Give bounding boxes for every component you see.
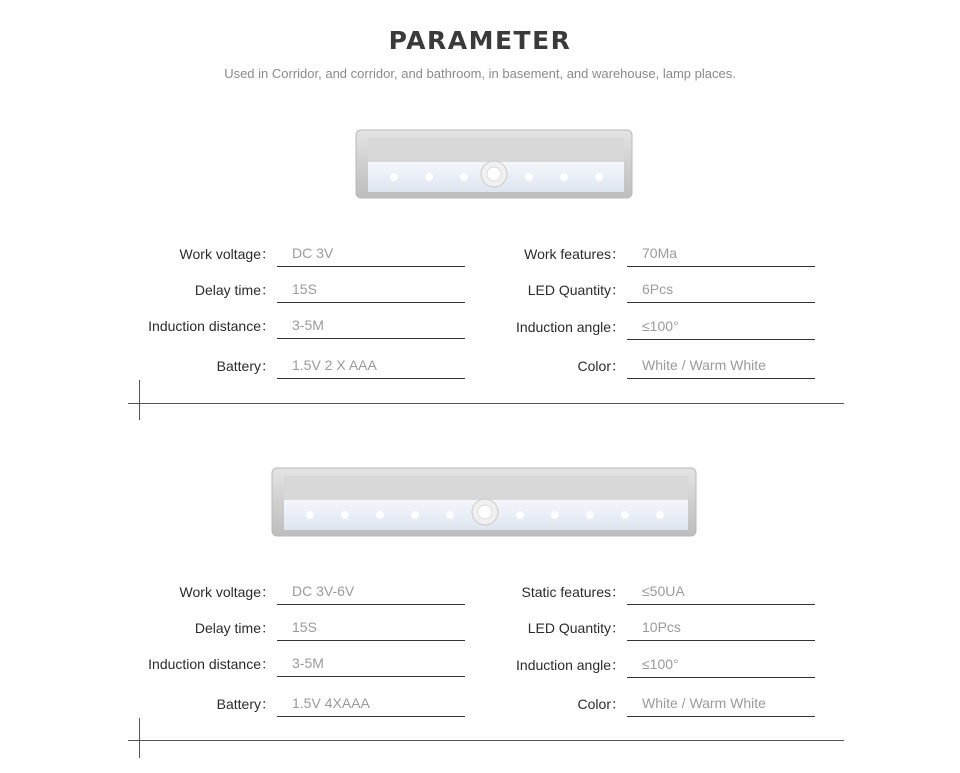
- param-label: Induction distance：: [148, 318, 275, 334]
- section-divider: [128, 403, 844, 404]
- param-label: LED Quantity：: [527, 282, 625, 298]
- param-value: 3-5M: [277, 654, 465, 677]
- param-value: ≤100°: [627, 317, 815, 340]
- param-value: 70Ma: [627, 244, 815, 267]
- param-value: ≤100°: [627, 655, 815, 678]
- param-label: Delay time：: [194, 620, 275, 636]
- section-divider-tick: [139, 718, 140, 758]
- section-divider-tick: [139, 380, 140, 420]
- param-label: Delay time：: [194, 282, 275, 298]
- param-value: 1.5V 2 X AAA: [277, 356, 465, 379]
- param-label: Static features：: [521, 584, 625, 600]
- param-label: Color：: [577, 358, 625, 374]
- param-label: Work voltage：: [179, 246, 275, 262]
- param-value: 15S: [277, 618, 465, 641]
- param-label: Battery：: [216, 358, 275, 374]
- page-title: PARAMETER: [388, 26, 572, 55]
- param-value: White / Warm White: [627, 694, 815, 717]
- param-label: Induction angle：: [516, 319, 625, 335]
- param-label: Induction distance：: [148, 656, 275, 672]
- param-value: 6Pcs: [627, 280, 815, 303]
- page-subtitle: Used in Corridor, and corridor, and bathroom, in basement, and warehouse, lamp places.: [224, 66, 736, 81]
- param-value: DC 3V: [277, 244, 465, 267]
- param-value: 10Pcs: [627, 618, 815, 641]
- param-label: Color：: [577, 696, 625, 712]
- section-divider: [128, 740, 844, 741]
- param-value: White / Warm White: [627, 356, 815, 379]
- param-label: LED Quantity：: [527, 620, 625, 636]
- led-bar-6pcs-image: [354, 128, 634, 200]
- param-value: 1.5V 4XAAA: [277, 694, 465, 717]
- param-value: 3-5M: [277, 316, 465, 339]
- param-value: ≤50UA: [627, 582, 815, 605]
- param-label: Work voltage：: [179, 584, 275, 600]
- param-label: Work features：: [524, 246, 625, 262]
- param-label: Induction angle：: [516, 657, 625, 673]
- param-value: DC 3V-6V: [277, 582, 465, 605]
- param-value: 15S: [277, 280, 465, 303]
- led-bar-10pcs-image: [270, 466, 698, 538]
- param-label: Battery：: [216, 696, 275, 712]
